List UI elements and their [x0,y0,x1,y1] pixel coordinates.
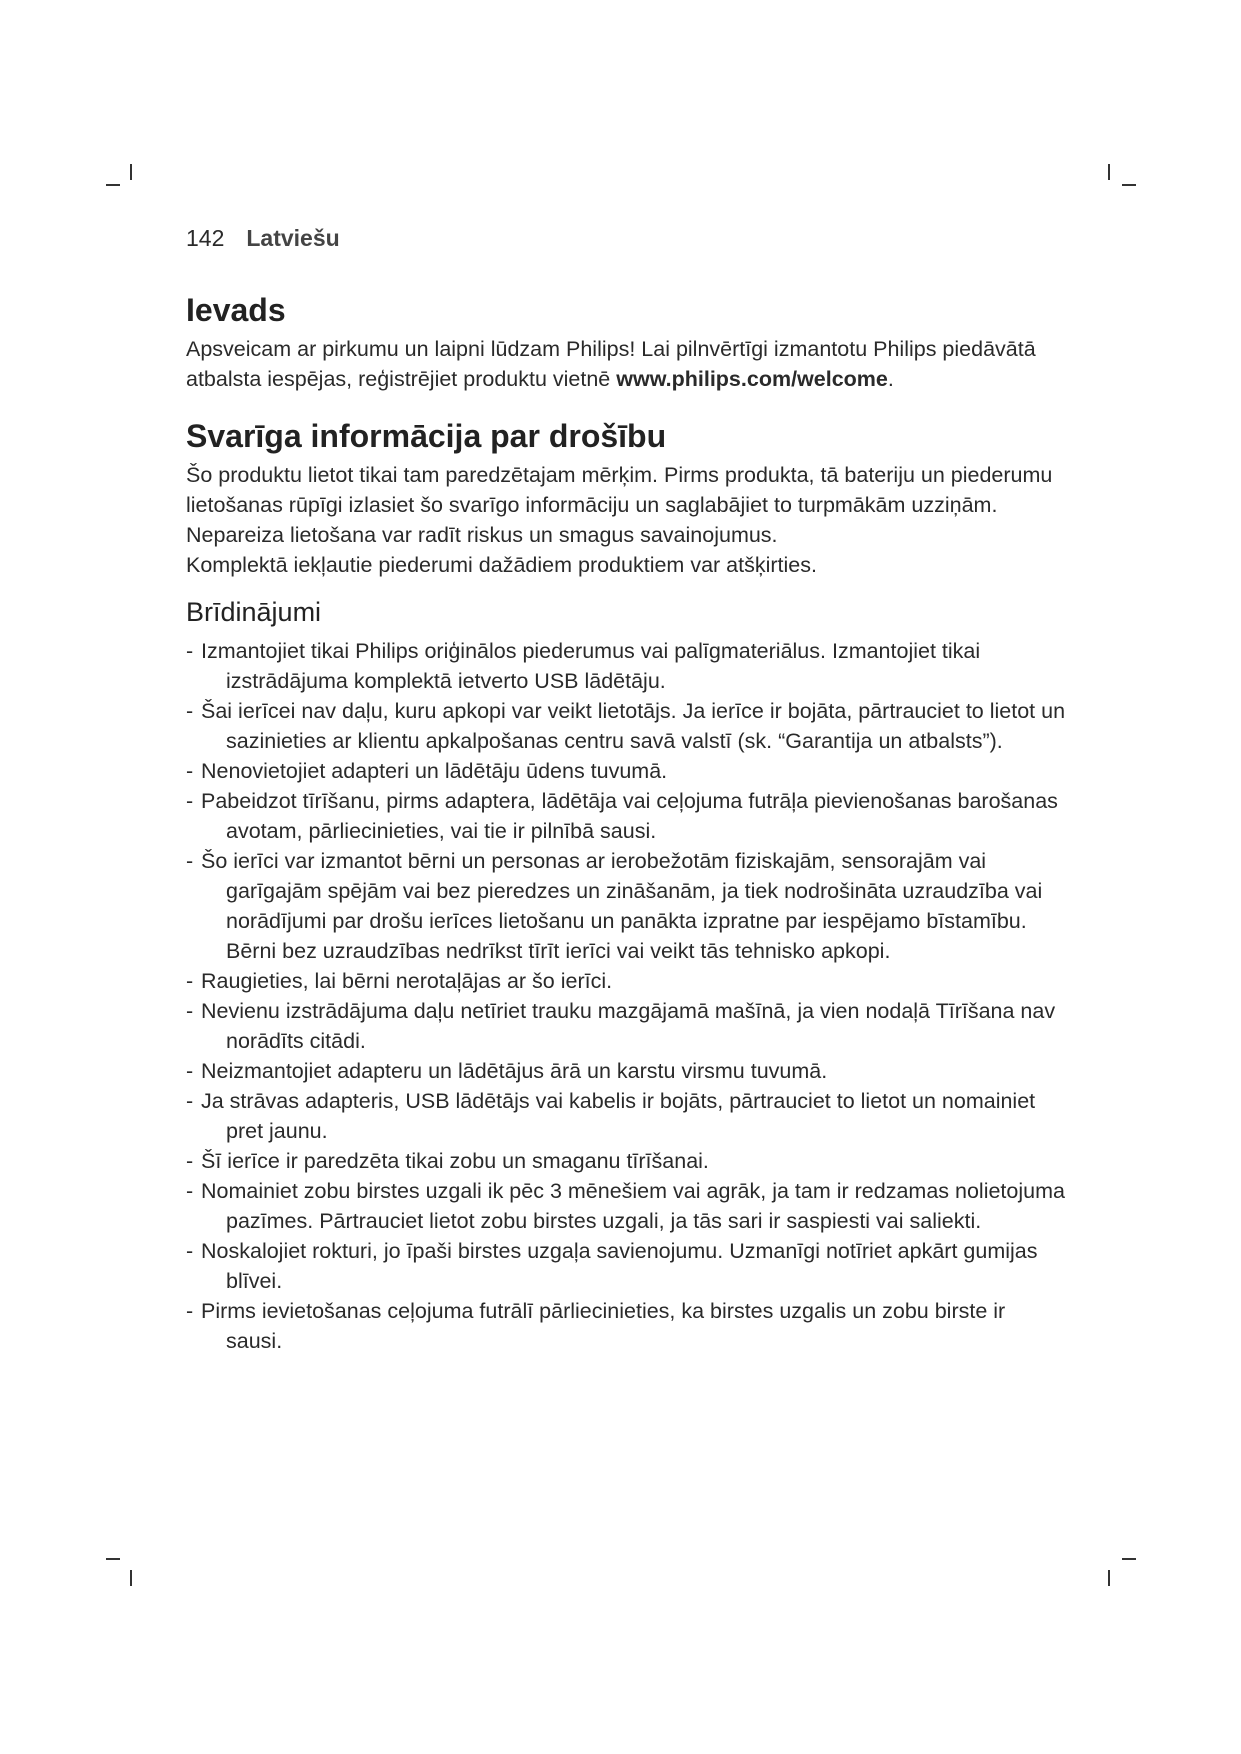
warning-text: Šai ierīcei nav daļu, kuru apkopi var veikt lietotājs. Ja ierīce ir bojāta, pārtrauciet to lietot un sazinieties ar klientu apkalpošanas centru savā valstī (sk. “Garantija un atbalsts”). [201,699,1066,753]
warning-item [186,1086,1066,1146]
bullet-dash: - [186,699,194,723]
crop-mark-bottom-right-horizontal [1122,1558,1136,1560]
warning-text: Raugieties, lai bērni nerotaļājas ar šo ierīci. [201,969,613,993]
intro-heading: Ievads [186,292,286,328]
warning-text: Šo ierīci var izmantot bērni un personas ar ierobežotām fiziskajām, sensorajām vai garīgajām spējām vai bez pieredzes un zināšanām, ja tiek nodrošināta uzraudzība vai norādījumi par drošu ierīces lietošanu un panākta izpratne par iespējamo bīstamību. Bērni bez uzraudzības nedrīkst tīrīt ierīci vai veikt tās tehnisko apkopi. [201,849,1043,963]
bullet-dash: - [186,639,194,663]
warning-text: Nomainiet zobu birstes uzgali ik pēc 3 mēnešiem vai agrāk, ja tam ir redzamas nolietojuma pazīmes. Pārtrauciet lietot zobu birstes uzgali, ja tās sari ir saspiesti vai saliekti. [201,1179,1065,1233]
warning-item [186,786,1066,846]
warnings-heading: Brīdinājumi [186,597,322,627]
running-head [186,218,1066,258]
warning-item [186,756,1066,786]
warning-text: Neizmantojiet adapteru un lādētājus ārā un karstu virsmu tuvumā. [201,1059,828,1083]
bullet-dash: - [186,789,194,813]
warnings-list [186,636,1066,1356]
welcome-link[interactable]: www.philips.com/welcome [616,367,888,391]
crop-mark-bottom-left-vertical [130,1570,132,1586]
bullet-dash: - [186,1059,194,1083]
bullet-dash: - [186,999,194,1023]
intro-paragraph [186,334,1066,394]
language-label: Latviešu [246,225,340,251]
bullet-dash: - [186,759,194,783]
warning-text: Pabeidzot tīrīšanu, pirms adaptera, lādētāja vai ceļojuma futrāļa pievienošanas barošanas avotam, pārliecinieties, vai tie ir pilnībā sausi. [201,789,1058,843]
safety-heading: Svarīga informācija par drošību [186,418,667,454]
crop-mark-bottom-left-horizontal [106,1558,120,1560]
warning-item [186,1146,1066,1176]
warning-text: Nenovietojiet adapteri un lādētāju ūdens tuvumā. [201,759,668,783]
warning-item [186,966,1066,996]
warning-item [186,1176,1066,1236]
bullet-dash: - [186,1149,194,1173]
warning-text: Ja strāvas adapteris, USB lādētājs vai kabelis ir bojāts, pārtrauciet to lietot un nomainiet pret jaunu. [201,1089,1036,1143]
warning-item [186,696,1066,756]
warning-item [186,846,1066,966]
crop-mark-top-left-horizontal [106,184,120,186]
warning-text: Šī ierīce ir paredzēta tikai zobu un smaganu tīrīšanai. [201,1149,709,1173]
bullet-dash: - [186,1179,194,1203]
bullet-dash: - [186,849,194,873]
warning-item [186,1296,1066,1356]
bullet-dash: - [186,1239,194,1263]
warning-text: Pirms ievietošanas ceļojuma futrālī pārliecinieties, ka birstes uzgalis un zobu birste ir sausi. [201,1299,1006,1353]
safety-paragraph-2: Komplektā iekļautie piederumi dažādiem produktiem var atšķirties. [186,553,817,577]
warning-text: Noskalojiet rokturi, jo īpaši birstes uzgaļa savienojumu. Uzmanīgi notīriet apkārt gumijas blīvei. [201,1239,1038,1293]
warning-item [186,1236,1066,1296]
crop-mark-top-right-vertical [1108,164,1110,180]
warning-text: Nevienu izstrādājuma daļu netīriet trauku mazgājamā mašīnā, ja vien nodaļā Tīrīšana nav norādīts citādi. [201,999,1056,1053]
crop-mark-top-right-horizontal [1122,184,1136,186]
warning-item [186,1056,1066,1086]
warning-item [186,636,1066,696]
page-number: 142 [186,225,225,251]
intro-text: Apsveicam ar pirkumu un laipni lūdzam Philips! Lai pilnvērtīgi izmantotu Philips piedāvātā atbalsta iespējas, reģistrējiet produktu vietnē [186,337,1036,391]
bullet-dash: - [186,1299,194,1323]
crop-mark-bottom-right-vertical [1108,1570,1110,1586]
bullet-dash: - [186,1089,194,1113]
warning-text: Izmantojiet tikai Philips oriģinālos piederumus vai palīgmateriālus. Izmantojiet tikai izstrādājuma komplektā ietverto USB lādētāju. [201,639,981,693]
safety-paragraph-1: Šo produktu lietot tikai tam paredzētajam mērķim. Pirms produkta, tā bateriju un piederumu lietošanas rūpīgi izlasiet šo svarīgo informāciju un saglabājiet to turpmākām uzziņām. Nepareiza lietošana var radīt riskus un smagus savainojumus. [186,463,1053,547]
warning-item [186,996,1066,1056]
crop-mark-top-left-vertical [130,164,132,180]
bullet-dash: - [186,969,194,993]
intro-url-suffix: . [887,367,894,391]
document-page [186,218,1066,1356]
